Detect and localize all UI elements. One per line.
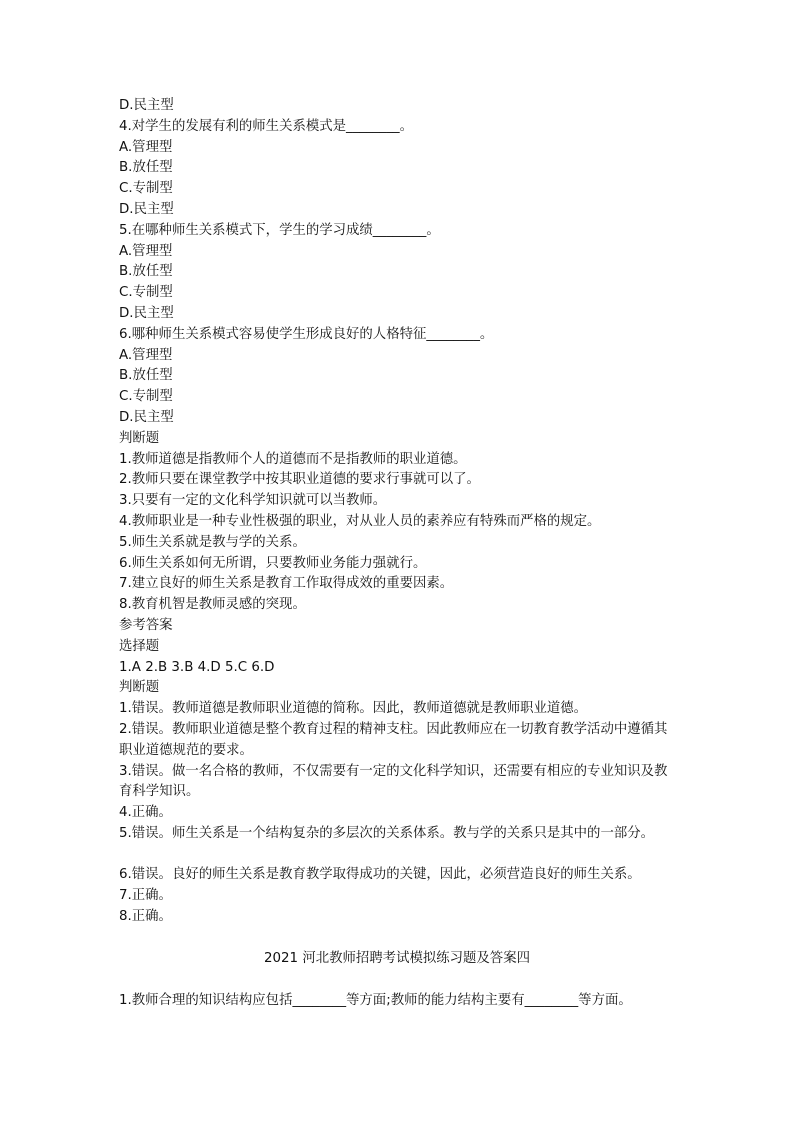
option-d: D.民主型 (119, 201, 174, 217)
blank-line (119, 845, 679, 866)
answers-heading: 参考答案 (119, 617, 173, 633)
tf-statement-1: 1.教师道德是指教师个人的道德而不是指教师的职业道德。 (119, 451, 467, 467)
tf-statement-5: 5.师生关系就是教与学的关系。 (119, 534, 306, 550)
option-c: C.专制型 (119, 389, 173, 405)
option-a: A.管理型 (119, 347, 173, 363)
tf-answer-3: 3.错误。做一名合格的教师，不仅需要有一定的文化科学知识，还需要有相应的专业知识及教育科学知识。 (119, 763, 668, 800)
choice-answers: 1.A 2.B 3.B 4.D 5.C 6.D (119, 659, 275, 675)
option-d: D.民主型 (119, 305, 174, 321)
section-title: 2021 河北教师招聘考试模拟练习题及答案四 (264, 951, 530, 966)
tf-answer-6: 6.错误。良好的师生关系是教育教学取得成功的关键，因此，必须营造良好的师生关系。 (119, 867, 641, 883)
section-heading-true-false: 判断题 (119, 430, 160, 446)
tf-answer-2: 2.错误。教师职业道德是整个教育过程的精神支柱。因此教师应在一切教育教学活动中遵循其职业道德规范的要求。 (119, 721, 668, 758)
option-b: B.放任型 (119, 264, 173, 280)
choice-answers-heading: 选择题 (119, 638, 160, 654)
option-d: D.民主型 (119, 409, 174, 425)
tf-answer-8: 8.正确。 (119, 909, 172, 925)
option-b: B.放任型 (119, 160, 173, 176)
tf-answer-5: 5.错误。师生关系是一个结构复杂的多层次的关系体系。教与学的关系只是其中的一部分。 (119, 825, 655, 841)
tf-statement-3: 3.只要有一定的文化科学知识就可以当教师。 (119, 493, 387, 509)
document-body (119, 96, 679, 928)
option-a: A.管理型 (119, 243, 173, 259)
tf-statement-4: 4.教师职业是一种专业性极强的职业，对从业人员的素养应有特殊而严格的规定。 (119, 513, 601, 529)
tf-answer-4: 4.正确。 (119, 805, 172, 821)
option-d: D.民主型 (119, 98, 174, 113)
tf-answers-heading: 判断题 (119, 680, 160, 696)
option-a: A.管理型 (119, 139, 173, 155)
tf-statement-2: 2.教师只要在课堂教学中按其职业道德的要求行事就可以了。 (119, 472, 480, 488)
option-b: B.放任型 (119, 368, 173, 384)
option-c: C.专制型 (119, 181, 173, 197)
tf-answer-1: 1.错误。教师道德是教师职业道德的简称。因此，教师道德就是教师职业道德。 (119, 701, 588, 717)
question-6: 6.哪种师生关系模式容易使学生形成良好的人格特征________。 (119, 326, 494, 342)
tf-statement-8: 8.教育机智是教师灵感的突现。 (119, 597, 306, 613)
tf-statement-7: 7.建立良好的师生关系是教育工作取得成效的重要因素。 (119, 576, 454, 592)
question-1: 1.教师合理的知识结构应包括________等方面;教师的能力结构主要有________等方面。 (119, 993, 632, 1008)
tf-statement-6: 6.师生关系如何无所谓，只要教师业务能力强就行。 (119, 555, 427, 571)
option-c: C.专制型 (119, 285, 173, 301)
question-5: 5.在哪种师生关系模式下，学生的学习成绩________。 (119, 222, 440, 238)
tf-answer-7: 7.正确。 (119, 888, 172, 904)
question-4: 4.对学生的发展有利的师生关系模式是________。 (119, 118, 413, 134)
